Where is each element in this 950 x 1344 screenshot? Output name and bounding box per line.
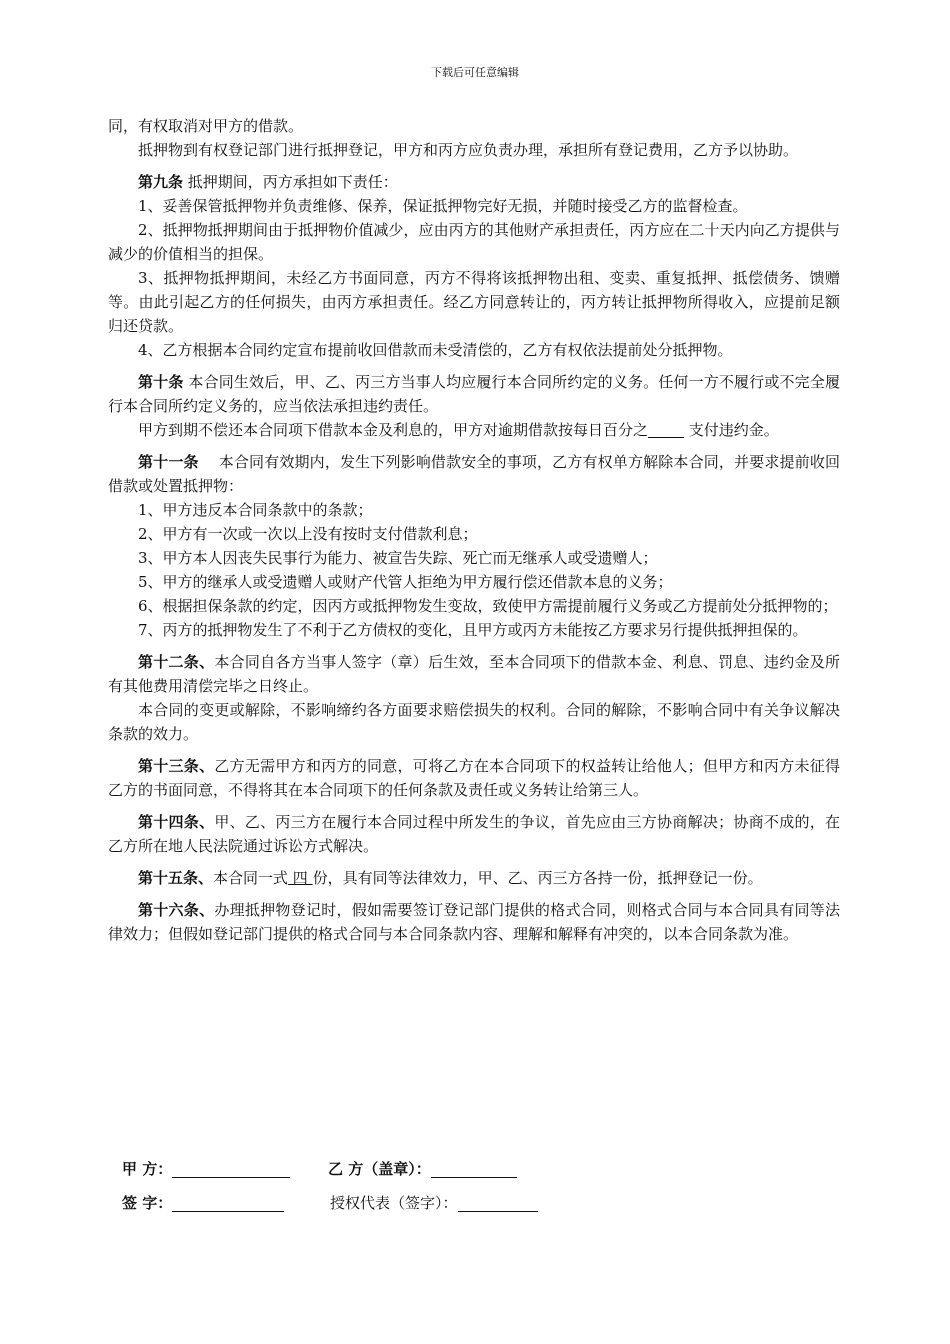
sign-label: 签 字： — [122, 1194, 173, 1212]
page-header: 下载后可任意编辑 — [431, 66, 519, 79]
paragraph-text: 1、妥善保管抵押物并负责维修、保养，保证抵押物完好无损，并随时接受乙方的监督检查。 — [138, 197, 748, 215]
paragraph-gap — [108, 362, 840, 370]
contract-paragraph — [108, 498, 840, 522]
contract-paragraph — [108, 898, 840, 946]
paragraph-text: 同，有权取消对甲方的借款。 — [108, 117, 304, 135]
contract-paragraph — [108, 114, 840, 138]
paragraph-text: 抵押期间，丙方承担如下责任： — [183, 173, 398, 191]
contract-paragraph — [108, 698, 840, 746]
sign-signature — [122, 1191, 284, 1215]
paragraph-text: 乙方无需甲方和丙方的同意，可将乙方在本合同项下的权益转让给他人；但甲方和丙方未征得乙方的书面同意，不得将其在本合同项下的任何条款及责任或义务转让给第三人。 — [108, 757, 840, 799]
paragraph-gap — [108, 802, 840, 810]
article-heading: 第十五条、 — [138, 869, 214, 887]
paragraph-text: 1、甲方违反本合同条款中的条款； — [138, 501, 373, 519]
paragraph-text: 3、甲方本人因丧失民事行为能力、被宣告失踪、死亡而无继承人或受遗赠人； — [138, 549, 658, 567]
paragraph-gap — [108, 642, 840, 650]
contract-paragraph — [108, 194, 840, 218]
paragraph-text-after: 份，具有同等法律效力，甲、乙、丙三方各持一份，抵押登记一份。 — [312, 869, 763, 887]
paragraph-text: 7、丙方的抵押物发生了不利于乙方债权的变化，且甲方或丙方未能按乙方要求另行提供抵押担保的。 — [138, 621, 808, 639]
paragraph-text: 6、根据担保条款的约定，因丙方或抵押物发生变故，致使甲方需提前履行义务或乙方提前处分抵押物的； — [138, 597, 838, 615]
article-heading: 第十三条、 — [138, 757, 215, 775]
party-b-label: 乙 方（盖章）： — [328, 1160, 431, 1178]
paragraph-text: 抵押物到有权登记部门进行抵押登记，甲方和丙方应负责办理，承担所有登记费用，乙方予以协助。 — [138, 141, 799, 159]
paragraph-text: 甲、乙、丙三方在履行本合同过程中所发生的争议，首先应由三方协商解决；协商不成的，在乙方所在地人民法院通过诉讼方式解决。 — [108, 813, 840, 855]
contract-paragraph — [108, 138, 840, 162]
paragraph-gap — [108, 746, 840, 754]
party-a-label: 甲 方： — [122, 1160, 173, 1178]
contract-paragraph — [108, 570, 840, 594]
paragraph-text: 本合同有效期内，发生下列影响借款安全的事项，乙方有权单方解除本合同，并要求提前收回借款或处置抵押物： — [108, 453, 840, 495]
contract-paragraph — [108, 754, 840, 802]
article-heading: 第十一条 — [138, 453, 199, 471]
article-heading: 第十四条、 — [138, 813, 215, 831]
contract-paragraph — [108, 170, 840, 194]
contract-paragraph — [108, 266, 840, 338]
underlined-value: 四 — [288, 869, 313, 887]
party-a-blank — [172, 1160, 290, 1178]
paragraph-gap — [108, 442, 840, 450]
contract-paragraph — [108, 218, 840, 266]
contract-paragraph — [108, 866, 840, 890]
party-b-blank — [431, 1160, 517, 1178]
paragraph-text: 5、甲方的继承人或受遗赠人或财产代管人拒绝为甲方履行偿还借款本息的义务； — [138, 573, 673, 591]
paragraph-gap — [108, 162, 840, 170]
contract-body — [108, 114, 840, 946]
paragraph-text: 甲方到期不偿还本合同项下借款本金及利息的，甲方对逾期借款按每日百分之 — [138, 421, 649, 439]
contract-paragraph — [108, 338, 840, 362]
paragraph-text: 本合同自各方当事人签字（章）后生效，至本合同项下的借款本金、利息、罚息、违约金及所有其他费用清偿完毕之日终止。 — [108, 653, 840, 695]
paragraph-gap — [108, 858, 840, 866]
paragraph-text: 办理抵押物登记时，假如需要签订登记部门提供的格式合同，则格式合同与本合同具有同等法律效力；但假如登记部门提供的格式合同与本合同条款内容、理解和解释有冲突的，以本合同条款为准。 — [108, 901, 840, 943]
paragraph-text: 2、甲方有一次或一次以上没有按时支付借款利息； — [138, 525, 478, 543]
contract-paragraph — [108, 450, 840, 498]
contract-paragraph — [108, 522, 840, 546]
article-heading: 第十条 — [138, 373, 184, 391]
contract-paragraph — [108, 810, 840, 858]
contract-paragraph — [108, 650, 840, 698]
contract-paragraph — [108, 546, 840, 570]
contract-paragraph — [108, 370, 840, 418]
paragraph-text: 本合同的变更或解除，不影响缔约各方面要求赔偿损失的权利。合同的解除，不影响合同中有关争议解决条款的效力。 — [108, 701, 840, 743]
sign-blank — [172, 1194, 284, 1212]
rep-signature — [330, 1191, 538, 1215]
paragraph-text: 本合同一式 — [213, 869, 289, 887]
rep-blank — [458, 1194, 538, 1212]
party-a-signature — [122, 1157, 290, 1181]
paragraph-text: 本合同生效后，甲、乙、丙三方当事人均应履行本合同所约定的义务。任何一方不履行或不完全履行本合同所约定义务的，应当依法承担违约责任。 — [108, 373, 840, 415]
article-heading: 第九条 — [138, 173, 184, 191]
article-heading: 第十二条、 — [138, 653, 215, 671]
paragraph-gap — [108, 890, 840, 898]
paragraph-text: 4、乙方根据本合同约定宣布提前收回借款而未受清偿的，乙方有权依法提前处分抵押物。 — [138, 341, 733, 359]
contract-paragraph — [108, 594, 840, 618]
contract-paragraph — [108, 618, 840, 642]
paragraph-text: 3、抵押物抵押期间，未经乙方书面同意，丙方不得将该抵押物出租、变卖、重复抵押、抵偿债务、馈赠等。由此引起乙方的任何损失，由丙方承担责任。经乙方同意转让的，丙方转让抵押物所得收入，应提前足额归还贷款。 — [108, 269, 840, 335]
contract-paragraph — [108, 418, 840, 442]
rep-label: 授权代表（签字）： — [330, 1194, 458, 1212]
paragraph-text-after: 支付违约金。 — [684, 421, 779, 439]
paragraph-text: 2、抵押物抵押期间由于抵押物价值减少，应由丙方的其他财产承担责任，丙方应在二十天内向乙方提供与减少的价值相当的担保。 — [108, 221, 840, 263]
party-b-signature — [328, 1157, 517, 1181]
fill-in-blank — [648, 421, 684, 438]
article-heading: 第十六条、 — [138, 901, 215, 919]
